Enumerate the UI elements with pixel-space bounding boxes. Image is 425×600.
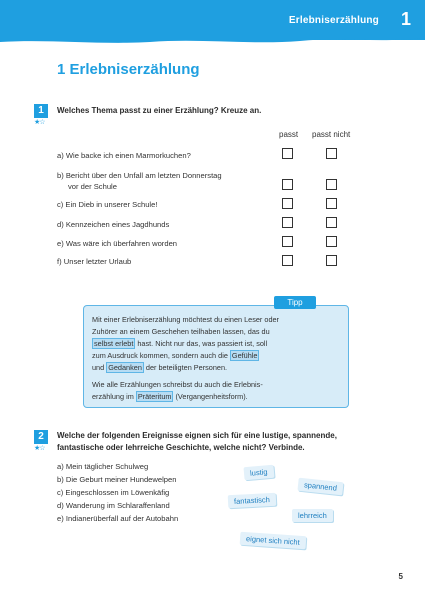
checkbox-e-fits[interactable] — [282, 236, 293, 247]
tip-line-7 — [92, 391, 248, 403]
checkbox-b-fits[interactable] — [282, 179, 293, 190]
checkbox-b-not-fits[interactable] — [326, 179, 337, 190]
exercise-2-item-c: c) Eingeschlossen im Löwenkäfig — [57, 488, 170, 497]
tag-spannend[interactable]: spannend — [297, 478, 343, 496]
exercise-2-instruction-line-2: fantastische oder lehrreiche Geschichte, welche nicht? Verbinde. — [57, 443, 305, 452]
page-number: 5 — [398, 572, 403, 581]
exercise-2-item-d: d) Wanderung im Schlaraffenland — [57, 501, 170, 510]
tip-label: Tipp — [274, 296, 316, 309]
tip-line-7-rest: (Vergangenheitsform). — [173, 392, 248, 401]
tag-lustig[interactable]: lustig — [243, 465, 274, 481]
tag-fantastisch[interactable]: fantastisch — [228, 493, 276, 508]
exercise-1-row-b-cont: vor der Schule — [68, 182, 117, 191]
exercise-1-row-f: f) Unser letzter Urlaub — [57, 257, 132, 266]
exercise-2-instruction-line-1: Welche der folgenden Ereignisse eignen sich für eine lustige, spannende, — [57, 431, 337, 440]
column-header-not-fits: passt nicht — [312, 130, 351, 139]
exercise-1-row-b: b) Bericht über den Unfall am letzten Donnerstag — [57, 171, 222, 180]
exercise-2-stars: ★☆ — [34, 445, 45, 452]
exercise-1-row-d: d) Kennzeichen eines Jagdhunds — [57, 220, 170, 229]
checkbox-a-fits[interactable] — [282, 148, 293, 159]
tip-line-4-text: zum Ausdruck kommen, sondern auch die — [92, 351, 230, 360]
exercise-1-row-c: c) Ein Dieb in unserer Schule! — [57, 200, 158, 209]
checkbox-d-fits[interactable] — [282, 217, 293, 228]
exercise-2-item-b: b) Die Geburt meiner Hundewelpen — [57, 475, 177, 484]
checkbox-d-not-fits[interactable] — [326, 217, 337, 228]
exercise-2-badge: 2 — [34, 430, 48, 444]
header-title: Erlebniserzählung — [288, 15, 379, 26]
chapter-title: 1 Erlebniserzählung — [57, 61, 200, 78]
checkbox-f-not-fits[interactable] — [326, 255, 337, 266]
header-band — [0, 0, 425, 40]
tip-line-1: Mit einer Erlebniserzählung möchtest du einen Leser oder — [92, 315, 279, 324]
header-wave — [0, 34, 425, 46]
tip-line-5 — [92, 362, 227, 374]
tip-highlight-gefuehle: Gefühle — [231, 351, 258, 360]
tag-lehrreich[interactable]: lehrreich — [292, 509, 333, 522]
exercise-1-row-e: e) Was wäre ich überfahren worden — [57, 239, 178, 248]
tip-highlight-praeteritum: Präteritum — [137, 392, 172, 401]
tag-eignet-sich-nicht[interactable]: eignet sich nicht — [240, 532, 307, 550]
exercise-2-item-a: a) Mein täglicher Schulweg — [57, 462, 149, 471]
tip-line-6: Wie alle Erzählungen schreibst du auch die Erlebnis- — [92, 380, 263, 389]
tip-line-3 — [92, 338, 267, 350]
exercise-1-row-a: a) Wie backe ich einen Marmorkuchen? — [57, 151, 191, 160]
tip-line-5-rest: der beteiligten Personen. — [143, 363, 228, 372]
exercise-1-badge: 1 — [34, 104, 48, 118]
tip-highlight-gedanken: Gedanken — [108, 363, 142, 372]
exercise-2-item-e: e) Indianerüberfall auf der Autobahn — [57, 514, 179, 523]
tip-highlight-selbst-erlebt: selbst erlebt — [94, 339, 134, 348]
tip-line-5-text: und — [92, 363, 107, 372]
checkbox-e-not-fits[interactable] — [326, 236, 337, 247]
checkbox-a-not-fits[interactable] — [326, 148, 337, 159]
checkbox-c-not-fits[interactable] — [326, 198, 337, 209]
tip-line-2: Zuhörer an einem Geschehen teilhaben lassen, das du — [92, 327, 270, 336]
exercise-1-stars: ★☆ — [34, 119, 45, 126]
tip-line-4 — [92, 350, 259, 362]
header-chapter-number: 1 — [400, 9, 411, 29]
checkbox-f-fits[interactable] — [282, 255, 293, 266]
column-header-fits: passt — [279, 130, 299, 139]
tip-line-3-rest: hast. Nicht nur das, was passiert ist, soll — [135, 339, 268, 348]
tip-line-7-text: erzählung im — [92, 392, 136, 401]
checkbox-c-fits[interactable] — [282, 198, 293, 209]
exercise-1-instruction: Welches Thema passt zu einer Erzählung? Kreuze an. — [57, 106, 262, 115]
